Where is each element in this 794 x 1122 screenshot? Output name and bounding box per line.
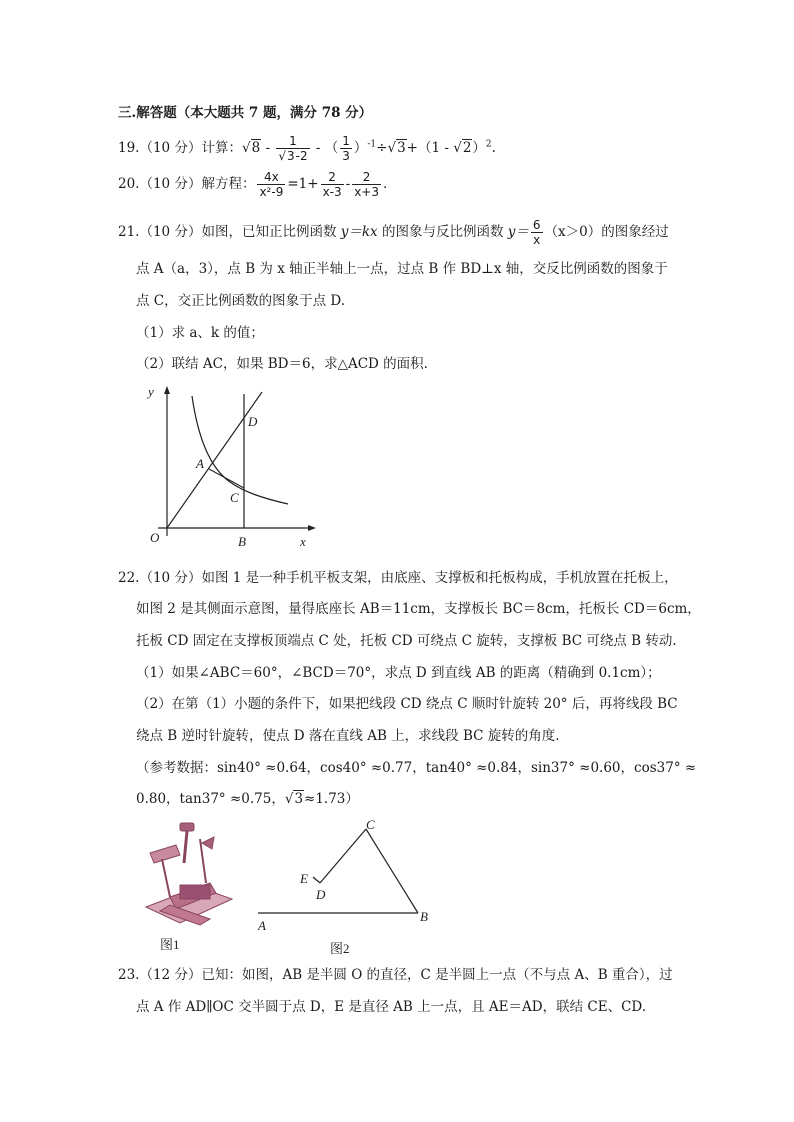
figure-22-diagram bbox=[250, 815, 450, 960]
question-20: 20.（10 分）解方程： $\frac{4x}{\text{x²-9}}$ =1+ $\frac{2}{x-3}$ - $\frac{2}{x+3}$ . bbox=[118, 170, 388, 199]
figure-22-photo bbox=[140, 815, 250, 955]
label-b: B bbox=[420, 909, 428, 924]
proportional-line bbox=[167, 392, 262, 528]
question-23-line-2: 点 A 作 AD∥OC 交半圆于点 D，E 是直径 AB 上一点，且 AE＝AD，联结 CE、CD. bbox=[136, 999, 647, 1015]
label-b: B bbox=[238, 534, 246, 549]
label-a: A bbox=[196, 456, 204, 471]
question-22-line-2: 如图 2 是其侧面示意图，量得底座长 AB＝11cm，支撑板长 BC＝8cm，托板长 CD＝6cm， bbox=[136, 601, 701, 617]
figure-21 bbox=[140, 378, 340, 558]
question-22-reference-1: （参考数据：sin40° ≈0.64，cos40° ≈0.77，tan40° ≈0.84，sin37° ≈0.60，cos37° ≈ bbox=[136, 760, 697, 776]
label-c: C bbox=[366, 817, 375, 832]
question-21-line-2: 点 A（a，3），点 B 为 x 轴正半轴上一点，过点 B 作 BD⊥x 轴，交反比例函数的图象于 bbox=[136, 261, 668, 277]
label-fig-1: 图1 bbox=[160, 937, 180, 952]
section-title: 三.解答题（本大题共 7 题，满分 78 分） bbox=[118, 105, 373, 121]
question-21-line-3: 点 C，交正比例函数的图象于点 D. bbox=[136, 293, 346, 309]
question-22-line-1: 22.（10 分）如图 1 是一种手机平板支架，由底座、支撑板和托板构成，手机放置在托板上， bbox=[118, 570, 678, 586]
label-e: E bbox=[300, 871, 308, 886]
fraction: $\frac{2}{x+3}$ bbox=[354, 170, 379, 199]
label-fig-2: 图2 bbox=[330, 941, 350, 956]
question-21-part-1: （1）求 a、k 的值； bbox=[136, 325, 264, 341]
x-axis-arrow bbox=[308, 525, 316, 531]
fraction: $\frac{1}{3}$ bbox=[342, 134, 350, 163]
y-axis-arrow bbox=[164, 386, 170, 394]
question-22-part-2-a: （2）在第（1）小题的条件下，如果把线段 CD 绕点 C 顺时针旋转 20° 后，再将线段 BC bbox=[136, 696, 678, 712]
question-21-part-2: （2）联结 AC，如果 BD＝6，求△ACD 的面积. bbox=[136, 356, 428, 372]
label-y: y bbox=[148, 384, 154, 399]
label-o: O bbox=[150, 530, 160, 545]
question-22-part-2-b: 绕点 B 逆时针旋转，使点 D 落在直线 AB 上，求线段 BC 旋转的角度. bbox=[136, 728, 560, 744]
segment-de bbox=[313, 877, 320, 883]
fraction: $\frac{1}{√3-2}$ bbox=[278, 134, 308, 163]
segment-bc bbox=[366, 829, 418, 913]
hyperbola-curve bbox=[192, 396, 288, 504]
segment-cd bbox=[320, 829, 366, 883]
fraction: $\frac{6}{x}$ bbox=[532, 218, 541, 247]
question-22-part-1: （1）如果∠ABC＝60°，∠BCD＝70°，求点 D 到直线 AB 的距离（精确到 0.1cm）； bbox=[136, 665, 661, 681]
phone-stand-image bbox=[146, 823, 232, 925]
label-x: x bbox=[300, 534, 306, 549]
label-d: D bbox=[316, 887, 326, 902]
question-22-reference-2: 0.80，tan37° ≈0.75，√3≈1.73） bbox=[136, 791, 359, 807]
label-c: C bbox=[230, 490, 239, 505]
question-23-line-1: 23.（12 分）已知：如图，AB 是半圆 O 的直径，C 是半圆上一点（不与点 A、B 重合），过 bbox=[118, 967, 673, 983]
label-d: D bbox=[248, 414, 258, 429]
question-22-line-3: 托板 CD 固定在支撑板顶端点 C 处，托板 CD 可绕点 C 旋转，支撑板 BC 可绕点 B 转动. bbox=[136, 633, 677, 649]
fraction: $\frac{4x}{\text{x²-9}}$ bbox=[259, 170, 284, 199]
question-19: 19.（10 分）计算：√8 - $\frac{1}{√3-2}$ - （ $\frac{1}{3}$ ）$^{-1}$÷√3+（1 - √2）$^2$. bbox=[118, 134, 496, 163]
fraction: $\frac{2}{x-3}$ bbox=[322, 170, 342, 199]
label-a: A bbox=[258, 918, 266, 933]
segment-ac bbox=[209, 469, 244, 488]
question-21-line-1: 21.（10 分）如图，已知正比例函数 y＝kx 的图象与反比例函数 y＝ $\frac{6}{x}$ （x＞0）的图象经过 bbox=[118, 218, 669, 247]
